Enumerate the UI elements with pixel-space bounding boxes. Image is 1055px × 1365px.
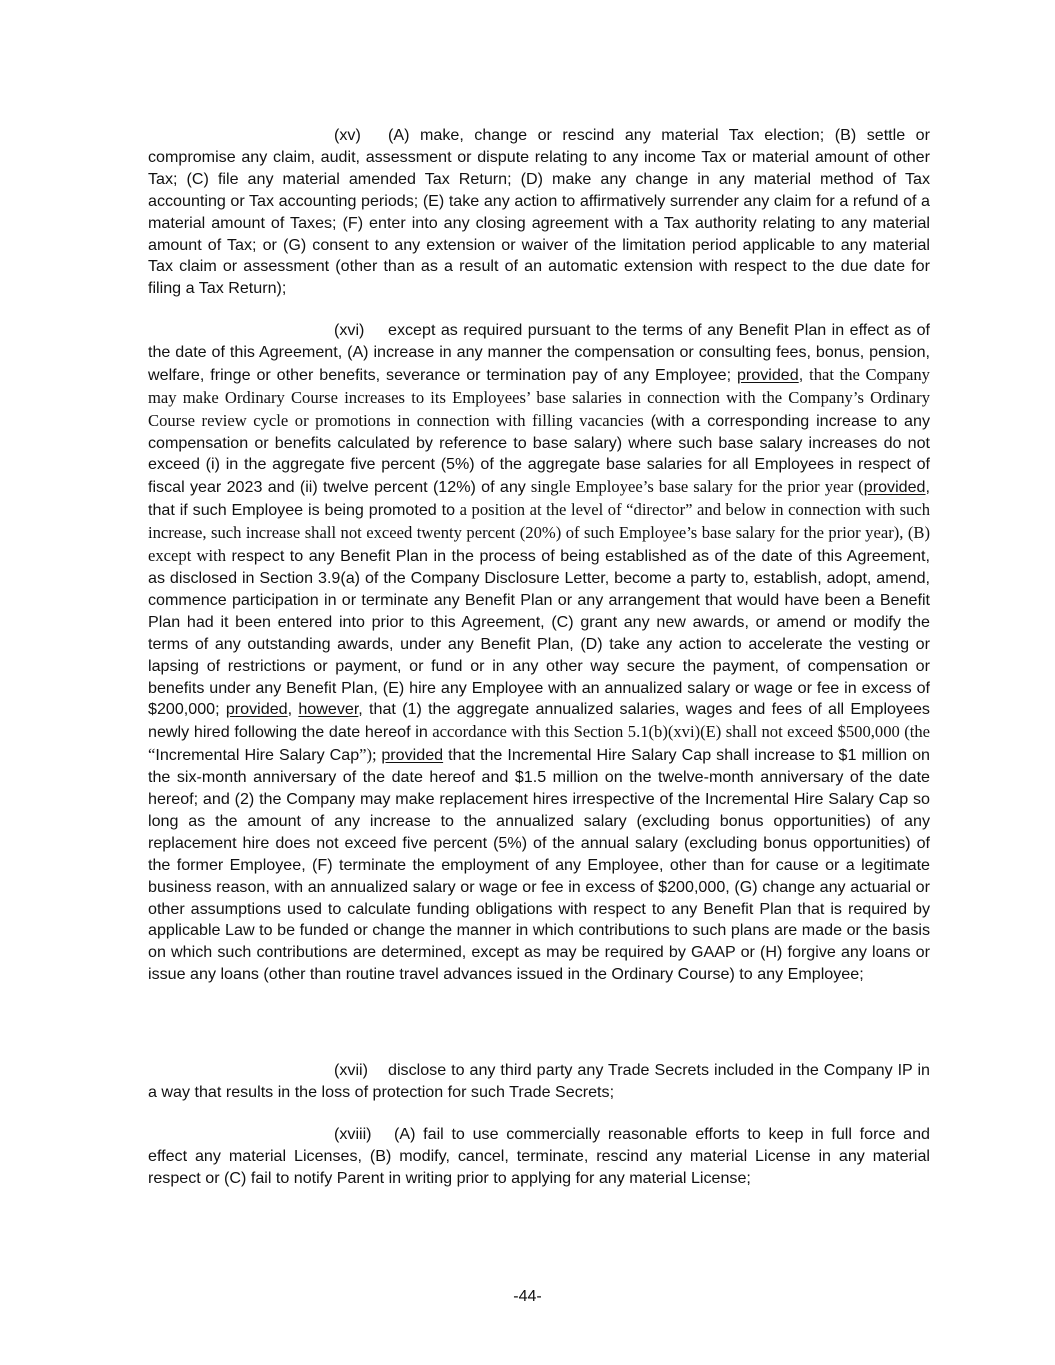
- provided-term: provided: [736, 365, 799, 384]
- paragraph-text: except as required pursuant to the terms of any Benefit Plan in effect as of the date of this Agreement, (A) increase in any manner the compensation or consulting fees, bonus, pension, welfare, fringe or other benefits, severance or termination pay of any Employee;: [148, 321, 930, 384]
- paragraph-number: (xvi): [334, 321, 365, 339]
- paragraph-number: (xvii): [334, 1061, 368, 1079]
- paragraph-text: , that (1) the aggregate annualized salaries, wages and fees of all Employees newly hired following the date hereof in: [148, 700, 930, 742]
- page-number: -44-: [513, 1288, 542, 1305]
- provided-term: provided: [381, 746, 444, 765]
- paragraph-text: respect to any Benefit Plan in the process of being established as of the date of this Agreement, as disclosed in Section 3.9(a) of the Company Disclosure Letter, become a party to, establish, adopt, amend, commence participation in or terminate any Benefit Plan or any arrangement that would have been a Benefit Plan had it been entered into prior to this Agreement, (C) grant any new awards, or amend or modify the terms of any outstanding awards, under any Benefit Plan, (D) take any action to accelerate the vesting or lapsing of restrictions or payment, or fund or in any other way secure the payment, of compensation or benefits under any Benefit Plan, (E) hire any Employee with an annualized salary or wage or fee in excess of $200,000;: [148, 547, 930, 719]
- paragraph-number: (xv): [334, 126, 361, 144]
- paragraph-text: accordance with this Section 5.1(b)(xvi)(E) shall not exceed $500,000 (the “: [148, 722, 930, 765]
- paragraph-text: (with a corresponding increase to any compensation or benefits calculated by reference to base salary) where such base salary increases do not exceed (i) in the aggregate five percent (5%) of the aggregate base salaries for all Employees in respect of fiscal year 2023 and (ii) twelve percent (12%) of any: [148, 411, 931, 497]
- paragraph-text: single Employee’s base salary for the prior year (: [525, 477, 864, 497]
- paragraph-text: disclose to any third party any Trade Secrets included in the Company IP in a way that results in the loss of protection for such Trade Secrets;: [148, 1061, 930, 1101]
- paragraph-xviii: [148, 1124, 930, 1190]
- provided-term: provided: [225, 700, 288, 719]
- paragraph-text: that the Incremental Hire Salary Cap shall increase to $1 million on the six-month anniversary of the date hereof and $1.5 million on the twelve-month anniversary of the date hereof; and (2) the Company may make replacement hires irrespective of the Incremental Hire Salary Cap so long as the amount of any increase to the annualized salary (excluding bonus opportunities) of any replacement hire does not exceed five percent (5%) of the annual salary (excluding bonus opportunities) of the former Employee, (F) terminate the employment of any Employee, other than for cause or a legitimate business reason, with an annualized salary or wage or fee in excess of $200,000, (G) change any actuarial or other assumptions used to calculate funding obligations with respect to any Benefit Plan that is required by applicable Law to be funded or change the manner in which contributions to such plans are made or the basis on which such contributions are determined, except as may be required by GAAP or (H) forgive any loans or issue any loans (other than routine travel advances issued in the Ordinary Course) to any Employee;: [148, 746, 930, 984]
- paragraph-text: ,: [798, 365, 810, 384]
- paragraph-xv: [148, 125, 930, 300]
- paragraph-xvi: [148, 320, 930, 986]
- provided-term: provided: [863, 478, 926, 497]
- paragraph-number: (xviii): [334, 1125, 372, 1143]
- paragraph-text: , that if such Employee is being promoted to: [148, 478, 930, 520]
- defined-term: Incremental Hire Salary Cap: [155, 746, 360, 765]
- paragraph-text: that the Company may make Ordinary Course increases to its Employees’ base salaries in connection with the Company’s Ordinary Course review cycle or promotions in connection with filling vacancies: [148, 364, 930, 430]
- paragraph-text: (A) fail to use commercially reasonable efforts to keep in full force and effect any material Licenses, (B) modify, cancel, terminate, rescind any material License in any material respect or (C) fail to notify Parent in writing prior to applying for any material License;: [148, 1125, 930, 1187]
- paragraph-text: ”);: [359, 745, 382, 765]
- however-term: however: [298, 700, 359, 719]
- paragraph-text: ,: [287, 700, 299, 719]
- paragraph-xvii: [148, 1060, 930, 1104]
- paragraph-text: (A) make, change or rescind any material Tax election; (B) settle or compromise any claim, audit, assessment or dispute relating to any income Tax or material amount of other Tax; (C) file any material amended Tax Return; (D) make any change in any material method of Tax accounting or Tax accounting periods; (E) take any action to affirmatively surrender any claim for a refund of a material amount of Taxes; (F) enter into any closing agreement with a Tax authority relating to any material amount of Tax; or (G) consent to any extension or waiver of the limitation period applicable to any material Tax claim or assessment (other than as a result of an automatic extension with respect to the due date for filing a Tax Return);: [148, 126, 930, 298]
- paragraph-text: a position at the level of “director” and below in connection with such increase, such increase shall not exceed twenty percent (20%) of such Employee’s base salary for the prior year), (B) except with: [148, 500, 930, 566]
